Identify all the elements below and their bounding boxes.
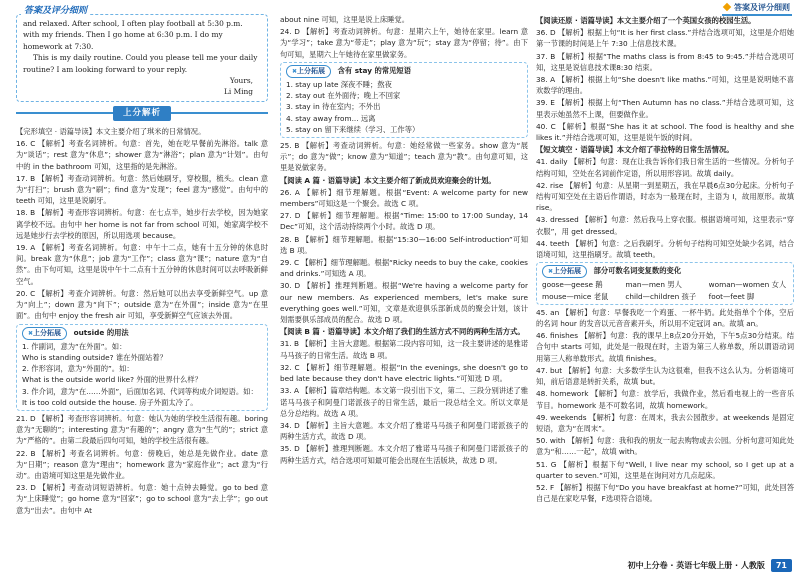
answer-paragraph: 44. teeth 【解析】句意：之后我刷牙。分析句子结构可知空处缺少名词，结合语境可知，这里指刷牙。故填 teeth。 xyxy=(536,238,794,260)
extension-item: 1. 作副词，意为“在外面”。如： xyxy=(22,341,127,351)
extension-item: 5. stay on 留下来继续（学习、工作等） xyxy=(286,124,420,134)
answer-paragraph: 33. A 【解析】篇章结构题。本文第一段引出下文，第二、三段分别讲述了雅诺马马孩子和阿曼门诺派孩子的日常生活，最后一段总结全文。所以文章是总分总结构。故选 A 项。 xyxy=(280,386,528,418)
letter-line: This is my daily routine. Could you please tell me your daily routine? I am looking forward to your reply. xyxy=(23,53,258,74)
extension-box-stay xyxy=(280,62,528,138)
extension-title-text: 含有 stay 的常见短语 xyxy=(337,65,412,75)
answer-paragraph: 32. C 【解析】细节理解题。根据“In the evenings, she doesn't go to bed late because they don't have electric lights.”可知选 D 项。 xyxy=(280,362,528,384)
answer-paragraph: 【完形填空 · 语篇导读】本文主要介绍了琪米的日常情况。 xyxy=(16,127,206,137)
answer-paragraph: 49. weekends 【解析】句意：在周末，我去公园散步。at weekends 是固定短语，意为“在周末”。 xyxy=(536,412,794,433)
extension-item: 4. stay away from... 远离 xyxy=(286,113,376,123)
answer-paragraph: 52. F 【解析】根据下句“Do you have breakfast at home?”可知，此处回答自己是在家吃早餐，F选项符合语境。 xyxy=(536,482,794,504)
section-banner xyxy=(16,106,268,121)
banner-rule-left xyxy=(16,112,113,114)
answer-paragraph: 28. B 【解析】细节理解题。根据“15:30—16:00 Self-introduction”可知选 B 项。 xyxy=(280,234,528,255)
extension-title-text: outside 的用法 xyxy=(73,327,129,337)
answer-paragraph: 36. D 【解析】根据上句“It is her first class.”并结合选项可知，这里是介绍她第一节课的时间是上午 7:30 上信息技术课。 xyxy=(536,28,794,49)
answer-paragraph: 40. C 【解析】根据“She has it at school. The food is healthy and she likes it.”并结合选项可知，这里是说午饭的时间。 xyxy=(536,121,794,143)
answer-paragraph: 46. finishes 【解析】句意：我的课早上8点20分开始，下午5点30分结束。结合句中 starts 可知，此处是一般现在时，主语为第三人称单数，所以谓语动词用第三人称单数形式。故填 finishes。 xyxy=(536,331,794,363)
answer-paragraph: 19. A 【解析】考查名词辨析。句意：中午十二点，她有十五分钟的休息时间。break 意为“休息”；job 意为“工作”；class 意为“课”；nature 意为“自然”。由下句可知，这里是说中午十二点有十五分钟的休息时间可以去呼吸新鲜空气。 xyxy=(16,243,268,286)
column-right xyxy=(536,14,794,552)
answer-paragraph: 45. an 【解析】句意：早餐我吃一个鸡蛋、一杯牛奶。此处指单个个体，空后的名词 hour 的发音以元音音素开头，所以用不定冠词 an。故填 an。 xyxy=(536,307,794,329)
answer-paragraph: 25. B 【解析】考查动词辨析。句意：她经常做一些家务。show 意为“展示”；do 意为“做”；know 意为“知道”；teach 意为“教”。由句意可知，这里是说做家务。 xyxy=(280,141,528,173)
answer-paragraph: 22. B 【解析】考查名词辨析。句意：傍晚后，她总是先做作业。date 意为“日期”；reason 意为“理由”；homework 意为“家庭作业”；act 意为“行动”。由语境可知这里是先做作业。 xyxy=(16,448,268,480)
answer-paragraph: 39. E 【解析】根据上句“Then Autumn has no class.”并结合选项可知，这里表示她虽然不上课，但要做作业。 xyxy=(536,98,794,119)
answer-paragraph: 48. homework 【解析】句意：放学后，我做作业，然后看电视上的一些音乐节目。homework 是不可数名词，故填 homework。 xyxy=(536,389,794,410)
plural-item: man—men 男人 xyxy=(625,280,682,290)
answer-paragraph: 43. dressed 【解析】句意：然后我马上穿衣服。根据语境可知，这里表示“穿衣服”，用 get dressed。 xyxy=(536,215,794,236)
answer-paragraph: 18. B 【解析】考查形容词辨析。句意：在七点半，她步行去学校，因为她家离学校不远。由句中 her home is not far from school 可知，她家离学校不远是她步行去学校的原因，所以用选项 because。 xyxy=(16,208,268,240)
page-header-tag: 答案及评分细则 xyxy=(722,2,792,16)
answer-paragraph: about nine 可知，这里是说上床睡觉。 xyxy=(280,15,410,24)
answer-paragraph: 24. D 【解析】考查动词辨析。句意：星期六上午，她待在家里。learn 意为“学习”；take 意为“带走”；play 意为“玩”；stay 意为“停留；待”。由下句可知，星期六上午她待在家里做家务。 xyxy=(280,27,528,59)
answer-paragraph: 50. with 【解析】句意：我和我的朋友一起去购物或去公园。分析句意可知此处意为“和……一起”，故填 with。 xyxy=(536,436,794,457)
page-number: 71 xyxy=(771,559,792,572)
extension-title xyxy=(286,65,522,78)
footer-book-title: 初中上分卷 · 英语七年级上册 · 人教版 xyxy=(627,560,765,570)
extension-tag: ✖ 上分拓展 xyxy=(286,65,331,78)
section-heading: 【短文填空 · 语篇导读】本文介绍了菲拉特的日常生活情况。 xyxy=(536,145,734,155)
plural-item: foot—feet 脚 xyxy=(708,291,755,301)
extension-title xyxy=(22,327,262,340)
column-middle xyxy=(280,14,528,552)
extension-box-outside xyxy=(16,324,268,411)
extension-item: 3. stay in 待在室内；不外出 xyxy=(286,102,381,112)
extension-item: What is the outside world like? 外面的世界什么样？ xyxy=(22,375,202,385)
letter-signature-name: Li Ming xyxy=(223,87,253,97)
plural-item: mouse—mice 老鼠 xyxy=(542,291,609,301)
letter-answer-box xyxy=(16,6,268,102)
answer-paragraph: 37. B 【解析】根据“The maths class is from 8:45 to 9:45.”并结合选项可知，这里是说信息技术课8:30 结束。 xyxy=(536,51,794,72)
answer-paragraph: 20. C 【解析】考查介词辨析。句意：然后她可以出去享受新鲜空气。up 意为“向上”；down 意为“向下”；outside 意为“在外面”；inside 意为“在里面”。由句中 enjoy the fresh air 可知，享受新鲜空气应该去外面。 xyxy=(16,288,268,321)
answer-paragraph: 17. B 【解析】考查动词辨析。句意：然后她刷牙，穿校服，梳头。clean 意为“打扫”；brush 意为“刷”；find 意为“发现”；feel 意为“感觉”。由句中的 teeth 可知，这里是说刷牙。 xyxy=(16,173,268,206)
page-footer xyxy=(628,559,792,572)
answer-paragraph: 21. D 【解析】考查形容词辨析。句意：她认为她的学校生活很有趣。boring 意为“无聊的”；interesting 意为“有趣的”；angry 意为“生气的”；strict 意为“严格的”。由第二段最后四句可知，她的学校生活很有趣。 xyxy=(16,413,268,446)
answer-paragraph: 31. B 【解析】主旨大意题。根据第二段内容可知，这一段主要讲述的是雅诺马马孩子的日常生活。故选 B 项。 xyxy=(280,339,528,360)
letter-closing: Yours, xyxy=(229,76,253,86)
answer-paragraph: 16. C 【解析】考查名词辨析。句意：首先，她在吃早餐前先淋浴。talk 意为“谈话”；rest 意为“休息”；shower 意为“淋浴”；plan 意为“计划”。由句中的 in the bathroom 可知，这里指的是先淋浴。 xyxy=(16,139,268,171)
letter-heading: 答案及评分细则 xyxy=(21,6,90,17)
extension-item: 1. stay up late 深夜不睡；熬夜 xyxy=(286,80,392,90)
extension-item: It is too cold outside the house. 房子外面太冷了。 xyxy=(22,397,198,407)
column-left xyxy=(16,6,268,552)
section-heading: 【阅读还原 · 语篇导读】本文主要介绍了一个英国女孩的校园生活。 xyxy=(536,16,756,25)
letter-text xyxy=(23,18,261,98)
answer-paragraph: 23. D 【解析】考查动词短语辨析。句意：她十点钟去睡觉。go to bed 意为“上床睡觉”；go home 意为“回家”；go to school 意为“去上学”；go out 意为“出去”。由句中 At xyxy=(16,483,268,515)
plural-item: child—children 孩子 xyxy=(625,291,697,301)
banner-label: 上分解析 xyxy=(113,106,171,121)
answer-paragraph: 26. A 【解析】细节理解题。根据“Event: A welcome party for new members”可知这是一个聚会。故选 C 项。 xyxy=(280,187,528,209)
extension-tag: ✖ 上分拓展 xyxy=(22,327,67,340)
answer-paragraph: 47. but 【解析】句意：大多数学生认为这很难，但我不这么认为。分析语境可知，前后语意是转折关系，故填 but。 xyxy=(536,365,794,387)
answer-paragraph: 38. A 【解析】根据上句“She doesn't like maths.”可知，这里是说明她不喜欢数学的理由。 xyxy=(536,75,794,96)
answer-paragraph: 35. D 【解析】推理判断题。本文介绍了雅诺马马孩子和阿曼门诺派孩子的两种生活方式，结合选项可知最可能会出现在生活版块，故选 D 项。 xyxy=(280,444,528,465)
answer-paragraph: 41. daily 【解析】句意：现在让我告诉你们我日常生活的一些情况。分析句子结构可知，空处在名词前作定语，所以用形容词。故填 daily。 xyxy=(536,157,794,178)
answer-paragraph: 42. rise 【解析】句意：从星期一到星期五，我在早晨6点30分起床。分析句子结构可知空处在主语后作谓语，时态为一般现在时，主语为 I，故用原形。故填 rise。 xyxy=(536,180,794,213)
plural-item: woman—women 女人 xyxy=(708,280,787,290)
plural-grid xyxy=(542,279,788,301)
answer-paragraph: 29. C 【解析】细节理解题。根据“Ricky needs to buy the cake, cookies and drinks.”可知选 A 项。 xyxy=(280,258,528,279)
banner-rule-right xyxy=(171,112,268,114)
extension-box-plural xyxy=(536,262,794,305)
extension-title-text: 部分可数名词变复数的变化 xyxy=(593,266,682,276)
section-heading: 【阅读 A 篇 · 语篇导读】本文主要介绍了新成员欢迎聚会的计划。 xyxy=(280,175,496,185)
letter-line: and relaxed. After school, I often play football at 5:30 p.m. with my friends. Then I go home at 6:30 p.m. I do my homework at 7:30. xyxy=(23,19,243,51)
extension-item: 2. 作形容词，意为“外面的”。如： xyxy=(22,364,134,374)
extension-item: 2. stay out 在外面待；晚上不回家 xyxy=(286,91,401,101)
section-heading: 【阅读 B 篇 · 语篇导读】本文介绍了我们的生活方式不同的两种生活方式。 xyxy=(280,327,525,337)
extension-item: 3. 作介词，意为“在……外面”，后面加名词、代词等构成介词短语。如： xyxy=(22,386,258,396)
plural-item: goose—geese 鹅 xyxy=(542,280,603,290)
answer-paragraph: 30. D 【解析】推理判断题。根据“We're having a welcome party for our new members. As experienced members, let's make sure everything goes well.”可知，文章是欢迎俱乐部新成员的聚会计划，该计划需要俱乐部成员的配合。故选 D 项。 xyxy=(280,281,528,325)
extension-title xyxy=(542,265,788,278)
extension-tag: ✖ 上分拓展 xyxy=(542,265,587,278)
extension-item: Who is standing outside? 谁在外面站着？ xyxy=(22,352,167,362)
answer-paragraph: 51. G 【解析】根据下句“Well, I live near my school, so I get up at a quarter to seven.”可知，这里是在询问对方几点起床。 xyxy=(536,459,794,480)
answer-paragraph: 27. D 【解析】细节理解题。根据“Time: 15:00 to 17:00 Sunday, 14 Dec”可知，这个活动持续两个小时。故选 D 项。 xyxy=(280,211,528,232)
answer-paragraph: 34. D 【解析】主旨大意题。本文介绍了雅诺马马孩子和阿曼门诺派孩子的两种生活方式，故选 D 项。 xyxy=(280,420,528,442)
